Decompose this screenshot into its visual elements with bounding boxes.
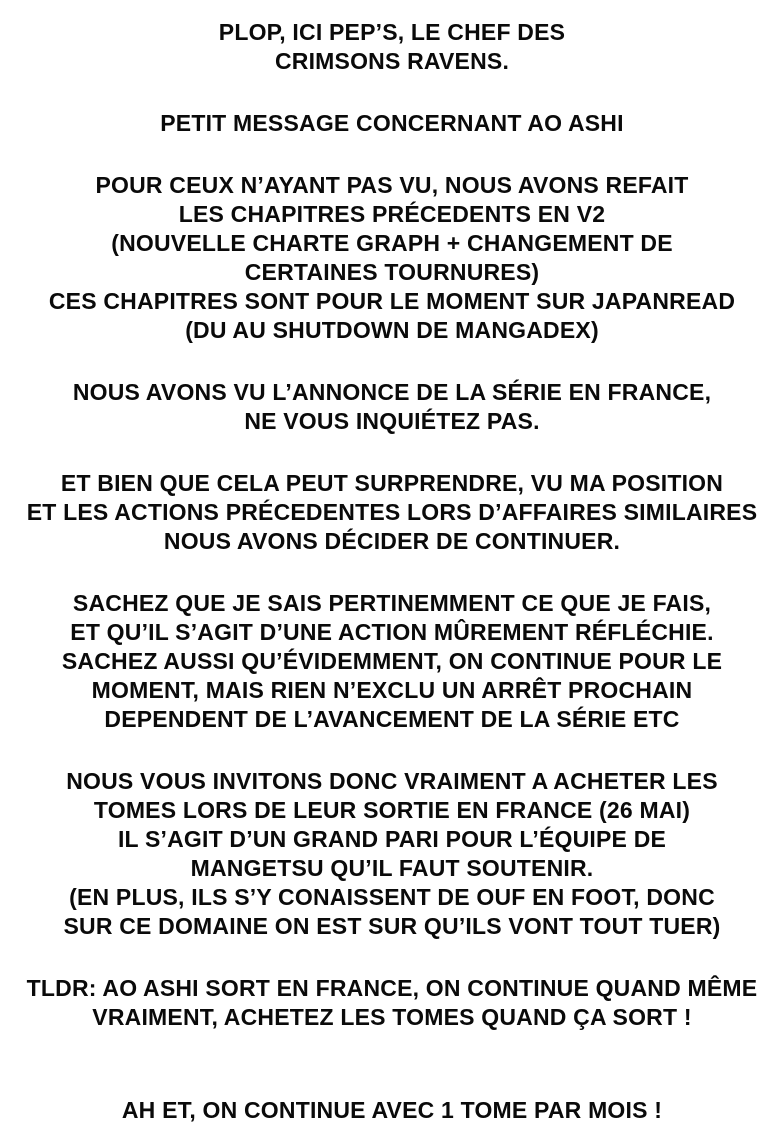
text-line: MOMENT, MAIS RIEN N’EXCLU UN ARRÊT PROCHAIN xyxy=(91,677,693,703)
text-line: SACHEZ AUSSI QU’ÉVIDEMMENT, ON CONTINUE POUR LE xyxy=(61,648,723,674)
text-line: ET QU’IL S’AGIT D’UNE ACTION MÛREMENT RÉFLÉCHIE. xyxy=(70,619,714,645)
text-line: (DU AU SHUTDOWN DE MANGADEX) xyxy=(185,317,599,343)
text-line: NOUS VOUS INVITONS DONC VRAIMENT A ACHETER LES xyxy=(66,768,718,794)
text-line: (NOUVELLE CHARTE GRAPH + CHANGEMENT DE xyxy=(111,230,673,256)
text-line: AH ET, ON CONTINUE AVEC 1 TOME PAR MOIS ! xyxy=(121,1097,663,1123)
text-line: (EN PLUS, ILS S’Y CONAISSENT DE OUF EN FOOT, DONC xyxy=(69,884,715,910)
text-line: SUR CE DOMAINE ON EST SUR QU’ILS VONT TOUT TUER) xyxy=(63,913,721,939)
text-line: PETIT MESSAGE CONCERNANT AO ASHI xyxy=(160,110,624,136)
text-line: IL S’AGIT D’UN GRAND PARI POUR L’ÉQUIPE DE xyxy=(117,826,667,852)
text-line: CERTAINES TOURNURES) xyxy=(244,259,540,285)
paragraph-buy-the-volumes xyxy=(14,767,770,941)
text-line: TLDR: AO ASHI SORT EN FRANCE, ON CONTINUE QUAND MÊME xyxy=(26,975,758,1001)
paragraph-subject xyxy=(14,109,770,138)
paragraph-reasoning xyxy=(14,589,770,734)
paragraph-postscript xyxy=(14,1096,770,1125)
text-line: NOUS AVONS DÉCIDER DE CONTINUER. xyxy=(163,528,621,554)
text-line: CRIMSONS RAVENS. xyxy=(274,48,510,74)
text-line: NOUS AVONS VU L’ANNONCE DE LA SÉRIE EN FRANCE, xyxy=(72,379,712,405)
paragraph-decision-to-continue xyxy=(14,469,770,556)
text-line: TOMES LORS DE LEUR SORTIE EN FRANCE (26 MAI) xyxy=(93,797,691,823)
text-line: VRAIMENT, ACHETEZ LES TOMES QUAND ÇA SORT ! xyxy=(92,1004,692,1030)
text-line: PLOP, ICI PEP’S, LE CHEF DES xyxy=(218,19,566,45)
paragraph-v2-chapters-info xyxy=(14,171,770,345)
text-line: POUR CEUX N’AYANT PAS VU, NOUS AVONS REFAIT xyxy=(95,172,689,198)
text-line: SACHEZ QUE JE SAIS PERTINEMMENT CE QUE JE FAIS, xyxy=(72,590,712,616)
text-line: ET LES ACTIONS PRÉCEDENTES LORS D’AFFAIRES SIMILAIRES xyxy=(26,499,758,525)
text-line: CES CHAPITRES SONT POUR LE MOMENT SUR JAPANREAD xyxy=(48,288,736,314)
text-line: MANGETSU QU’IL FAUT SOUTENIR. xyxy=(190,855,594,881)
text-line: DEPENDENT DE L’AVANCEMENT DE LA SÉRIE ETC xyxy=(104,706,680,732)
paragraph-tldr xyxy=(14,974,770,1032)
text-line: ET BIEN QUE CELA PEUT SURPRENDRE, VU MA POSITION xyxy=(60,470,724,496)
paragraph-greeting xyxy=(14,18,770,76)
text-line: NE VOUS INQUIÉTEZ PAS. xyxy=(244,408,540,434)
text-line: LES CHAPITRES PRÉCEDENTS EN V2 xyxy=(178,201,606,227)
paragraph-france-announcement xyxy=(14,378,770,436)
